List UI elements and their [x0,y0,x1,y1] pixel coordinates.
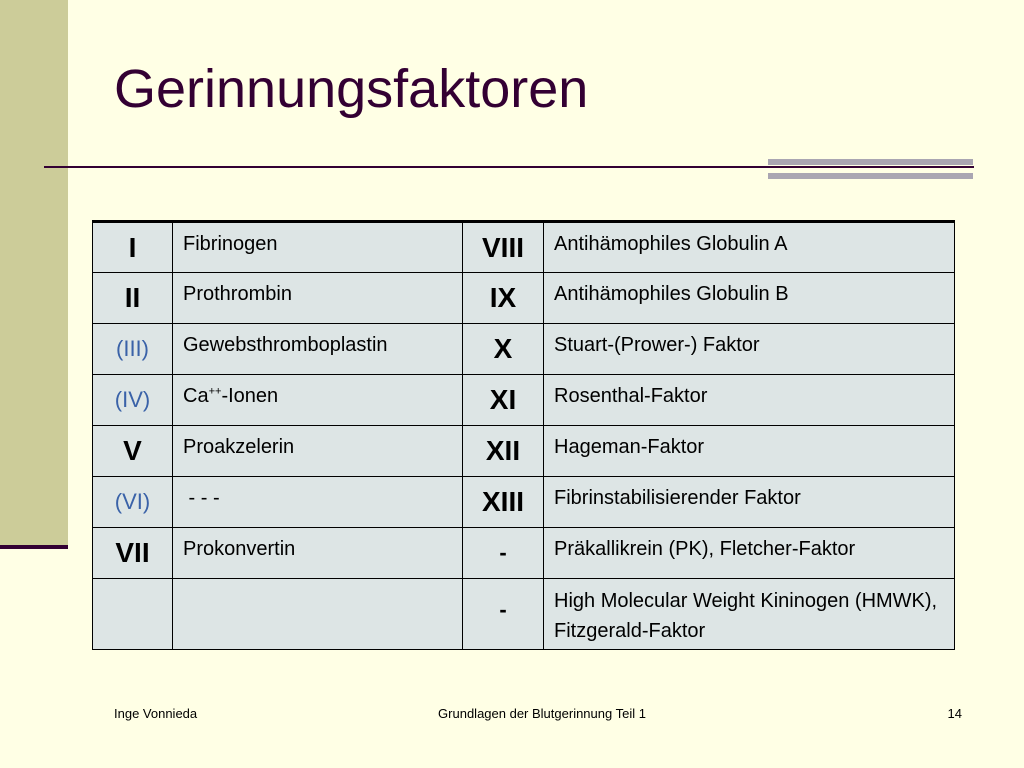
factor-numeral: (VI) [114,489,151,514]
factor-name-cell: Antihämophiles Globulin B [544,273,955,324]
factor-numeral: (IV) [114,387,151,412]
factor-numeral-cell [93,375,173,426]
factor-numeral-cell [93,477,173,528]
table-row [93,477,955,528]
footer-author: Inge Vonnieda [114,706,198,721]
factor-name-cell: Prokonvertin [173,528,463,579]
table-row [93,375,955,426]
factor-name-cell: Stuart-(Prower-) Faktor [544,324,955,375]
factor-name-cell: Prothrombin [173,273,463,324]
factor-numeral: (III) [116,336,149,361]
factor-name-cell: Rosenthal-Faktor [544,375,955,426]
factor-name-cell: Fibrinogen [173,222,463,273]
table-row [93,273,955,324]
side-band [0,0,68,545]
factor-numeral: VIII [481,231,524,263]
title-underline-accent [768,159,973,179]
factor-numeral: I [128,231,137,263]
factor-numeral-cell [93,579,173,650]
factor-name-cell: Antihämophiles Globulin A [544,222,955,273]
side-rule [0,545,68,549]
factor-name-cell: - - - [173,477,463,528]
factor-numeral: VII [115,537,150,568]
factor-numeral-cell [463,273,544,324]
factor-numeral: XII [485,435,521,466]
factor-numeral-cell [463,426,544,477]
factor-numeral-cell [463,579,544,650]
factor-numeral-cell [463,222,544,273]
table-row [93,579,955,650]
factor-name-cell: Proakzelerin [173,426,463,477]
factor-numeral-cell [93,273,173,324]
factor-numeral: IX [489,282,517,313]
factor-name-cell [173,579,463,650]
factor-numeral: XI [489,384,517,415]
footer-deck-title: Grundlagen der Blutgerinnung Teil 1 [438,706,646,721]
factor-numeral-cell [93,222,173,273]
factor-numeral: - [499,597,507,622]
table-row [93,222,955,273]
factor-numeral-cell [463,528,544,579]
factor-numeral-cell [463,375,544,426]
factor-name-cell: Fibrinstabilisierender Faktor [544,477,955,528]
ion-charge: ++ [208,385,222,398]
factor-numeral-cell [93,324,173,375]
footer-page-number: 14 [947,706,962,721]
factor-numeral-cell [93,426,173,477]
factor-name-cell: High Molecular Weight Kininogen (HMWK), Fitzgerald-Faktor [544,579,955,650]
table-row [93,528,955,579]
factor-name-cell: Präkallikrein (PK), Fletcher-Faktor [544,528,955,579]
factor-numeral: - [499,540,507,565]
coagulation-factors-table [92,220,955,650]
factor-name-cell: Gewebsthromboplastin [173,324,463,375]
table-row [93,426,955,477]
table-row [93,324,955,375]
factor-name-cell [173,375,463,426]
factor-numeral-cell [93,528,173,579]
ion-symbol: Ca [183,385,209,407]
factor-numeral-cell [463,477,544,528]
factor-numeral: X [493,333,513,364]
factor-numeral: XIII [481,486,524,517]
factor-numeral: V [123,435,142,466]
ion-suffix: -Ionen [221,385,279,407]
factor-name-cell: Hageman-Faktor [544,426,955,477]
factor-numeral: II [124,282,141,313]
slide-title: Gerinnungsfaktoren [114,59,589,119]
factor-numeral-cell [463,324,544,375]
